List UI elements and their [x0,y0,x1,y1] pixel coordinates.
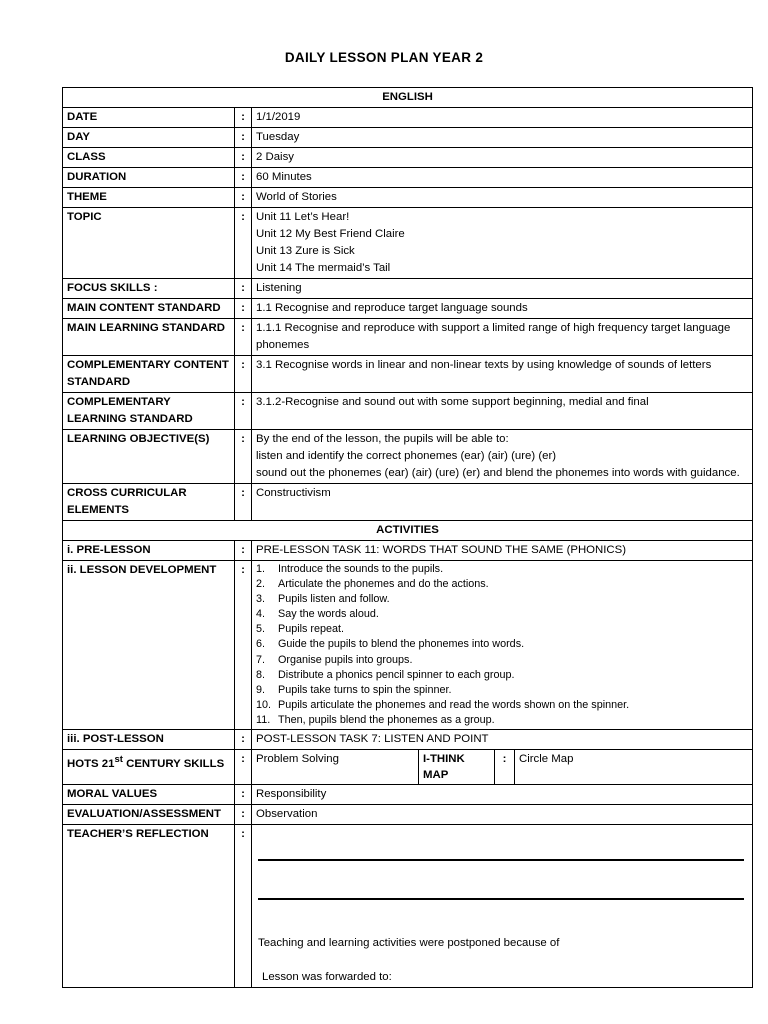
topic-value [252,208,753,279]
colon: : [235,319,252,356]
lesson-development-row [63,561,753,730]
step-text: Say the words aloud. [278,608,379,621]
reflection-cell [252,825,753,988]
moral-values-row [63,785,753,805]
class-row [63,148,753,168]
step-number: 5. [256,623,266,636]
colon: : [235,208,252,279]
day-label: DAY [63,128,235,148]
topic-line: Unit 13 Zure is Sick [256,245,355,257]
main-content-standard-row [63,299,753,319]
step-number: 7. [256,653,266,666]
cross-curricular-value: Constructivism [252,484,753,521]
class-value: 2 Daisy [252,148,753,168]
main-learning-standard-label: MAIN LEARNING STANDARD [63,319,235,356]
step-item [256,713,748,728]
step-text: Introduce the sounds to the pupils. [278,563,444,575]
colon: : [235,561,252,730]
objective-line: By the end of the lesson, the pupils will be able to: [256,433,509,445]
step-number: 8. [256,668,266,681]
step-text: Guide the pupils to blend the phonemes into words. [278,638,525,651]
topic-line: Unit 12 My Best Friend Claire [256,228,405,240]
hots-value: Problem Solving [252,750,419,784]
colon: : [235,128,252,148]
objective-line: listen and identify the correct phonemes (ear) (air) (ure) (er) [256,450,557,462]
main-content-standard-label: MAIN CONTENT STANDARD [63,299,235,319]
step-text: Distribute a phonics pencil spinner to each group. [278,668,515,681]
reflection-label: TEACHER’S REFLECTION [63,825,235,988]
theme-row [63,188,753,208]
hots-label-sup: st [114,754,123,766]
colon: : [235,148,252,168]
lesson-development-steps [252,561,753,730]
colon: : [235,356,252,393]
hots-row [63,750,753,785]
colon: : [235,484,252,521]
hots-label-pre: HOTS 21 [67,757,115,770]
post-lesson-row [63,730,753,750]
colon: : [235,730,252,750]
evaluation-value: Observation [252,805,753,825]
step-item [256,698,748,713]
colon: : [235,279,252,299]
evaluation-label: EVALUATION/ASSESSMENT [63,805,235,825]
colon: : [235,393,252,430]
hots-cell [252,750,753,785]
colon: : [235,299,252,319]
step-text: Pupils listen and follow. [278,593,390,606]
main-content-standard-value: 1.1 Recognise and reproduce target language sounds [252,299,753,319]
step-text: Organise pupils into groups. [278,653,413,666]
colon: : [235,168,252,188]
colon: : [235,750,252,785]
step-item [256,607,748,622]
activities-heading: ACTIVITIES [63,521,753,541]
subject-heading: ENGLISH [63,88,753,108]
focus-skills-row [63,279,753,299]
learning-objectives-label: LEARNING OBJECTIVE(S) [63,430,235,484]
step-number: 2. [256,578,266,591]
objective-line: sound out the phonemes (ear) (air) (ure) (er) and blend the phonemes into words with guidance. [256,467,740,479]
pre-lesson-value: PRE-LESSON TASK 11: WORDS THAT SOUND THE SAME (PHONICS) [252,541,753,561]
pre-lesson-label: i. PRE-LESSON [63,541,235,561]
duration-row [63,168,753,188]
topic-line: Unit 14 The mermaid’s Tail [256,262,391,274]
steps-list [256,562,748,728]
complementary-content-standard-label: COMPLEMENTARY CONTENT STANDARD [63,356,235,393]
step-text: Articulate the phonemes and do the actions. [278,578,489,591]
step-number: 10. [256,698,272,711]
class-label: CLASS [63,148,235,168]
step-number: 1. [256,563,266,575]
hots-label-post: CENTURY SKILLS [122,757,225,770]
step-number: 9. [256,683,266,696]
reflection-row [63,825,753,988]
focus-skills-label: FOCUS SKILLS : [63,279,235,299]
reflection-line [258,859,744,861]
evaluation-row [63,805,753,825]
moral-values-value: Responsibility [252,785,753,805]
forwarded-text: Lesson was forwarded to: [262,971,392,984]
subject-row [63,88,753,108]
activities-heading-row [63,521,753,541]
lesson-plan-table [62,87,753,988]
complementary-learning-standard-value: 3.1.2-Recognise and sound out with some support beginning, medial and final [252,393,753,430]
lesson-development-label: ii. LESSON DEVELOPMENT [63,561,235,730]
step-number: 3. [256,593,266,606]
colon: : [235,805,252,825]
step-item [256,683,748,698]
theme-label: THEME [63,188,235,208]
step-number: 6. [256,638,266,651]
post-lesson-value: POST-LESSON TASK 7: LISTEN AND POINT [252,730,753,750]
complementary-learning-standard-row [63,393,753,430]
reflection-line [258,898,744,900]
step-item [256,622,748,637]
colon: : [235,188,252,208]
topic-row [63,208,753,279]
colon: : [235,108,252,128]
duration-label: DURATION [63,168,235,188]
document-title: DAILY LESSON PLAN YEAR 2 [284,50,484,65]
step-text: Pupils articulate the phonemes and read the words shown on the spinner. [278,698,630,711]
day-row [63,128,753,148]
step-item [256,668,748,683]
colon: : [235,541,252,561]
date-row [63,108,753,128]
step-item [256,577,748,592]
step-number: 11. [256,713,271,726]
post-lesson-label: iii. POST-LESSON [63,730,235,750]
ithink-value: Circle Map [519,753,574,766]
topic-label: TOPIC [63,208,235,279]
step-number: 4. [256,608,266,621]
postponed-text: Teaching and learning activities were postponed because of [258,937,560,950]
day-value: Tuesday [252,128,753,148]
complementary-learning-standard-label: COMPLEMENTARY LEARNING STANDARD [63,393,235,430]
step-text: Pupils take turns to spin the spinner. [278,683,452,696]
date-label: DATE [63,108,235,128]
date-value: 1/1/2019 [252,108,753,128]
focus-skills-value: Listening [252,279,753,299]
learning-objectives-value [252,430,753,484]
pre-lesson-row [63,541,753,561]
theme-value: World of Stories [252,188,753,208]
step-item [256,637,748,652]
duration-value: 60 Minutes [252,168,753,188]
step-text: Then, pupils blend the phonemes as a group. [278,713,495,726]
cross-curricular-row [63,484,753,521]
complementary-content-standard-value: 3.1 Recognise words in linear and non-linear texts by using knowledge of sounds of letters [252,356,753,393]
moral-values-label: MORAL VALUES [63,785,235,805]
main-learning-standard-row [63,319,753,356]
colon: : [235,785,252,805]
hots-label [63,750,235,785]
main-learning-standard-value: 1.1.1 Recognise and reproduce with support a limited range of high frequency target language phonemes [252,319,753,356]
step-item [256,653,748,668]
colon: : [235,825,252,988]
complementary-content-standard-row [63,356,753,393]
step-item [256,562,748,577]
colon: : [495,750,515,784]
step-text: Pupils repeat. [278,623,345,636]
learning-objectives-row [63,430,753,484]
ithink-label: I-THINK MAP [419,750,495,784]
topic-line: Unit 11 Let’s Hear! [256,211,350,223]
colon: : [235,430,252,484]
cross-curricular-label: CROSS CURRICULAR ELEMENTS [63,484,235,521]
step-item [256,592,748,607]
